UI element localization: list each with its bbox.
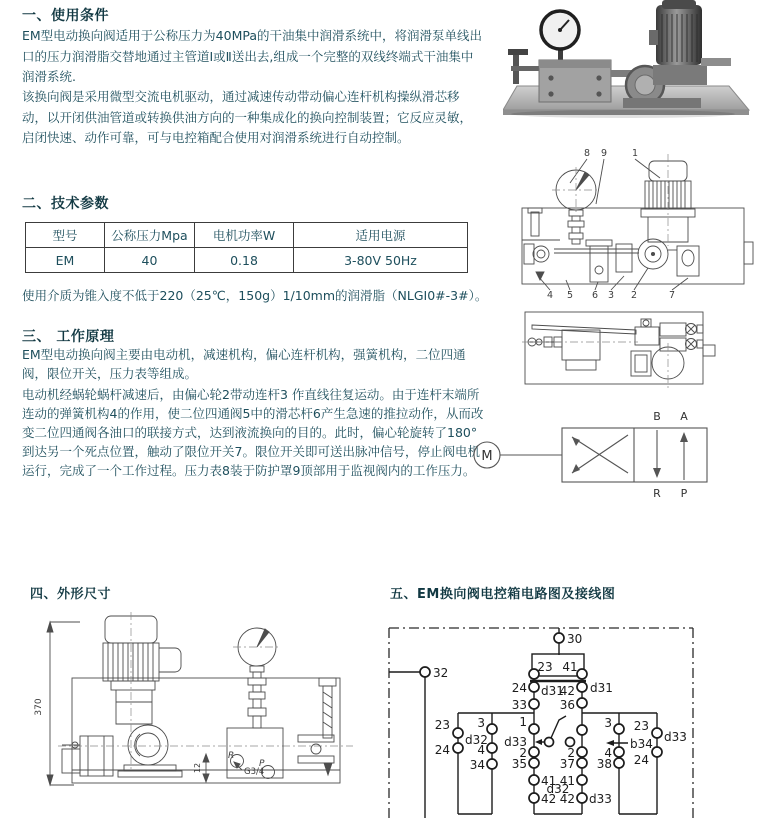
callout-7: 7	[668, 290, 676, 298]
frame-outline	[522, 208, 744, 284]
outline-dimension-drawing	[28, 612, 373, 818]
dim-12: 12	[193, 762, 202, 774]
table-row	[26, 248, 468, 273]
port-b: B	[653, 410, 661, 423]
section3-paragraph-1: EM型电动换向阀主要由电动机，减速机构，偏心连杆机构，强簧机构，二位四通阀，限位开关，压力表等组成。	[22, 347, 466, 381]
terminal-42-right: 42	[559, 792, 575, 806]
terminal-2-right: 2	[567, 746, 575, 760]
parameters-table	[25, 222, 468, 273]
cell-model: EM	[26, 248, 105, 273]
callout-6: 6	[591, 290, 599, 298]
label-d33-center: d33	[504, 735, 527, 749]
cell-pressure: 40	[105, 248, 195, 273]
cell-supply: 3-80V 50Hz	[294, 248, 468, 273]
top-view-diagram	[508, 299, 757, 403]
terminal-30: 30	[567, 632, 583, 646]
table-header-row	[26, 223, 468, 248]
label-d32-bottom: d32	[546, 782, 570, 796]
control-circuit-diagram	[386, 622, 726, 818]
col-power: 电机功率W	[195, 223, 294, 248]
port-r: R	[653, 487, 661, 500]
photo-motor	[649, 0, 731, 85]
side-view-diagram	[508, 146, 757, 298]
callout-4: 4	[546, 290, 554, 298]
port-r-label: R	[228, 751, 235, 761]
terminal-24-right: 24	[633, 753, 649, 767]
eccentric-wheel	[128, 725, 168, 765]
terminal-41-left: 41	[541, 774, 557, 788]
terminal-4-left: 4	[477, 743, 485, 757]
port-p: P	[680, 487, 688, 500]
terminal-42: 42	[559, 684, 575, 698]
terminal-34: 34	[469, 758, 485, 772]
section5-title: 五、EM换向阀电控箱电路图及接线图	[390, 587, 616, 602]
terminal-2: 2	[519, 746, 527, 760]
motor-label: M	[481, 449, 493, 464]
section3-paragraph-2: 电动机经蜗轮蜗杆减速后，由偏心轮2带动连杆3 作直线往复运动。由于连杆末端所连动的弹簧机构4的作用，使二位四通阀5中的滑芯杆6产生急速的推拉动作，从而改变二位四通阀各油口的联接方式，达到液流换向的目的。此时，偏心轮旋转了180°到达另一个死点位置，触动了限位开关7。限位开关即可送出脉冲信号，停止阀电机运行，完成了一个工作过程。压力表8装于防护罩9顶部用于监视阀内的工作压力。	[22, 387, 484, 478]
adjusting-rod	[323, 686, 332, 738]
terminal-4-right: 4	[604, 746, 612, 760]
callout-5: 5	[566, 290, 574, 298]
label-b34: b34	[630, 737, 653, 751]
terminal-41-right: 41	[559, 774, 575, 788]
section1-paragraph-2: 该换向阀是采用微型交流电机驱动，通过减速传动带动偏心连杆机构操纵滑芯移动，以开闭供油管道或转换供油方向的一种集成化的换向控制装置；它反应灵敏，启闭快速、动作可靠，可与电控箱配合使用对润滑系统进行自动控制。	[22, 89, 473, 145]
terminal-35: 35	[511, 757, 527, 771]
col-supply: 适用电源	[294, 223, 468, 248]
callout-1: 1	[631, 148, 639, 159]
terminal-36: 36	[559, 698, 575, 712]
thread-label: G3/4	[244, 767, 265, 777]
label-d33-right: d33	[664, 730, 687, 744]
limit-switch	[677, 246, 699, 276]
terminal-24-left: 24	[434, 743, 450, 757]
section3-title: 三、 工作原理	[22, 329, 115, 345]
photo-lever	[508, 49, 541, 84]
photo-shadow	[511, 110, 735, 118]
port-p-label: P	[259, 759, 265, 769]
box-label-41: 41	[562, 660, 578, 674]
label-d31-left: d31	[541, 684, 564, 698]
valve-schematic	[460, 400, 757, 508]
callout-2: 2	[630, 290, 638, 298]
section4-title: 四、外形尺寸	[30, 587, 112, 602]
label-d33-bottom: d33	[589, 792, 612, 806]
section2-title: 二、技术参数	[22, 196, 109, 212]
callout-9: 9	[600, 148, 608, 159]
col-model: 型号	[26, 223, 105, 248]
terminal-23-right: 23	[633, 719, 649, 733]
terminal-37: 37	[559, 757, 575, 771]
terminal-38: 38	[596, 757, 612, 771]
cell-power: 0.18	[195, 248, 294, 273]
terminal-33: 33	[511, 698, 527, 712]
port-a: A	[680, 410, 688, 423]
section1-title: 一、使用条件	[22, 8, 109, 24]
callout-8: 8	[583, 148, 591, 159]
col-pressure: 公称压力Mpa	[105, 223, 195, 248]
terminal-42-left: 42	[541, 792, 557, 806]
callout-3: 3	[607, 290, 615, 298]
terminal-32: 32	[433, 666, 449, 680]
dim-370: 370	[34, 698, 44, 716]
terminal-3-right: 3	[604, 716, 612, 730]
terminal-1: 1	[519, 715, 527, 729]
label-d32-left: d32	[465, 733, 488, 747]
product-photo	[503, 0, 757, 120]
medium-note: 使用介质为锥入度不低于220（25℃，150g）1/10mm的润滑脂（NLGI0#-3#）。	[22, 288, 488, 303]
box-label-23: 23	[537, 660, 553, 674]
terminal-23-left: 23	[434, 718, 450, 732]
terminal-3-left: 3	[477, 716, 485, 730]
terminal-24: 24	[511, 681, 527, 695]
label-d31-right: d31	[590, 681, 613, 695]
section1-paragraph-1: EM型电动换向阀适用于公称压力为40MPa的干油集中润滑系统中，将润滑泵单线出口的压力润滑脂交替地通过主管道Ⅰ或Ⅱ送出去,组成一个完整的双线终端式干油集中润滑系统.	[22, 28, 483, 84]
